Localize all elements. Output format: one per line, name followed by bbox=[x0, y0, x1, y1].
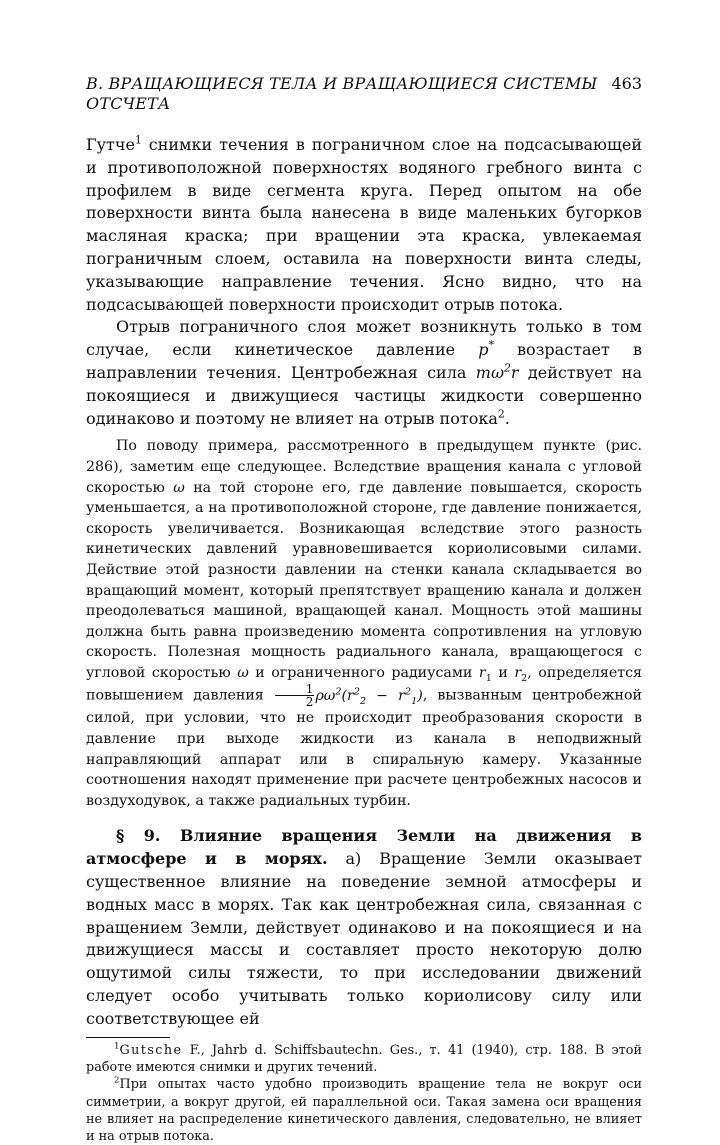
one-half-fraction: $\frac{1}{2}$ bbox=[275, 683, 315, 708]
section-9: § 9. Влияние вращения Земли на движения в атмосфере и в морях. а) Вращение Земли оказывает существенное влияние на поведение земной атмосферы и водных масс в морях. Так как центробежная сила, связанная с вращением Земли, действует одинаково и на покоящиеся и на движущиеся массы и составляет просто некоторую долю ощутимой силы тяжести, то при исследовании движений следует особо учитывать только кориолисову силу или соответствующее ей bbox=[86, 826, 643, 1028]
paragraph-small-print: По поводу примера, рассмотренного в предыдущем пункте (рис. 286), заметим еще следующее. Вследствие вращения канала с угловой скоростью ω на той стороне его, где давление повышается, скорость уменьшается, а на противоположной стороне, где давление понижается, скорость увеличивается. Возникающая вследствие этого разность кинетических давлений уравновешивается кориолисовыми силами. Действие этой разности давлении на стенки канала складывается во вращающий момент, который препятствует вращению канала и должен преодолеваться машиной, вращающей канал. Мощность этой машины должна быть равна произведению момента сопротивления на угловую скорость. Полезная мощность радиального канала, вращающегося с угловой скоростью ω и ограниченного радиусами $r_1$ и $r_2$, определяется повышением давления $\frac{1}{2}$ $\rho\omega^2(r^2_2 - r^2_1)$, вызванным центробежной силой, при условии, что не происходит преобразования скорости в давление при выходе жидкости из канала в неподвижный направляющий аппарат или в спиральную камеру. Указанные соотношения находят применение при расчете центробежных насосов и воздуходувок, а также радиальных турбин. bbox=[86, 438, 642, 809]
paragraph-gutsche: Гутче$^1$ снимки течения в пограничном слое на подсасывающей и противоположной поверхностях водяного гребного винта с профилем в виде сегмента круга. Перед опытом на обе поверхности винта была нанесена в виде маленьких бугорков масляная краска; при вращении эта краска, увлекаемая пограничным слоем, оставила на поверхности винта следы, указывающие направление течения. Ясно видно, что на подсасывающей поверхности происходит отрыв потока. bbox=[86, 133, 642, 314]
footnote-2: $^2$При опытах часто удобно производить вращение тела не вокруг оси симметрии, а вокруг другой, ей параллельной оси. Такая замена оси вращения не влияет на распределение кинетического давления, следовательно, не влияет и на отрыв потока. bbox=[86, 1075, 642, 1145]
pressure-rise-formula: $\rho\omega^2(r^2_2 - r^2_1)$ bbox=[315, 686, 423, 707]
running-header bbox=[86, 74, 642, 114]
page-number: 463 bbox=[611, 74, 642, 93]
header-title: В. ВРАЩАЮЩИЕСЯ ТЕЛА И ВРАЩАЮЩИЕСЯ СИСТЕМЫ ОТСЧЕТА bbox=[86, 74, 598, 113]
kinetic-pressure-symbol: p bbox=[478, 340, 489, 360]
section-title: § 9. Влияние вращения Земли на движения в атмосфере и в морях. bbox=[86, 826, 642, 869]
book-page bbox=[86, 74, 642, 1145]
footnote-divider bbox=[86, 1037, 170, 1038]
footnote-1: $^1$Gutsche F., Jahrb d. Schiffsbautechn. Ges., т. 41 (1940), стр. 188. В этой работе имеются снимки и других течений. bbox=[86, 1041, 642, 1075]
footnote-ref-2: 2 bbox=[497, 407, 505, 421]
centrifugal-force-formula: $m\omega^2r$ bbox=[475, 361, 519, 382]
paragraph-separation: Отрыв пограничного слоя может возникнуть только в том случае, если кинетическое давление p* возрастает в направлении течения. Центробежная сила $m\omega^2r$ действует на покоящиеся и движущиеся частицы жидкости совершенно одинаково и поэтому не влияет на отрыв потока$^2$. bbox=[86, 317, 643, 428]
footnote-ref-1: 1 bbox=[134, 133, 142, 147]
